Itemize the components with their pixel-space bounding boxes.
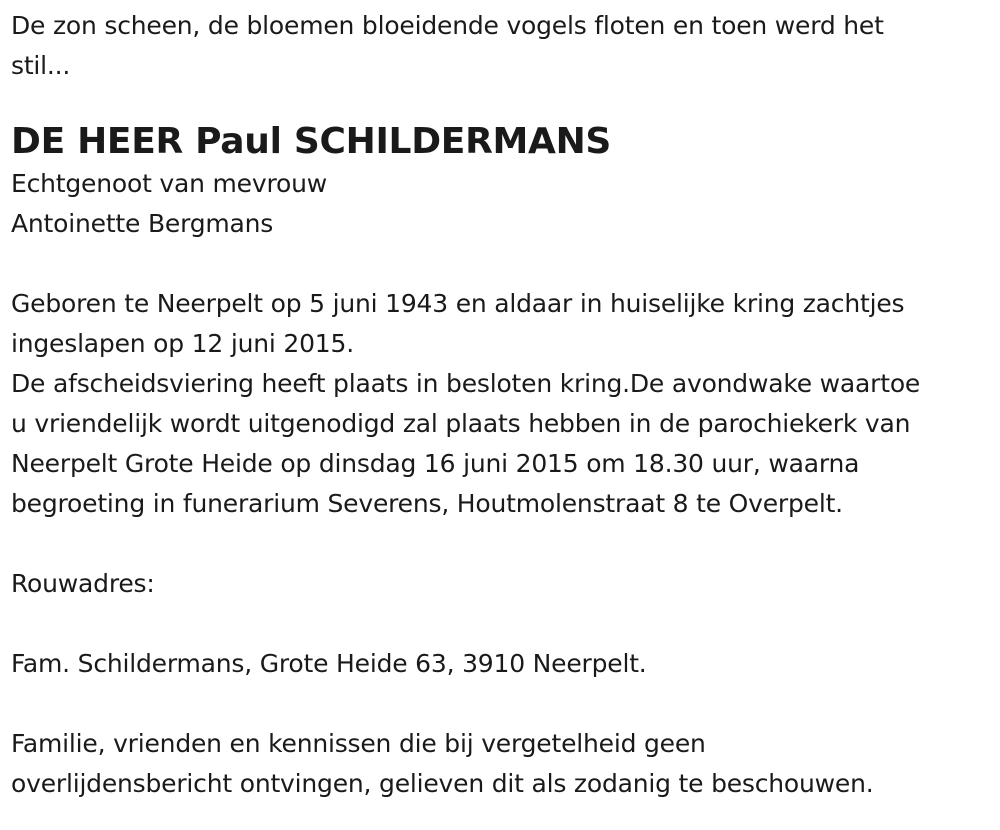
spacer xyxy=(11,524,996,564)
deceased-name: DE HEER Paul SCHILDERMANS xyxy=(11,121,612,162)
details-line-5: Neerpelt Grote Heide op dinsdag 16 juni 2015 om 18.30 uur, waarna xyxy=(11,449,860,478)
intro-line-2: stil... xyxy=(11,51,71,80)
spouse-line-2: Antoinette Bergmans xyxy=(11,209,274,238)
closing-line-2: overlijdensbericht ontvingen, gelieven dit als zodanig te beschouwen. xyxy=(11,769,874,798)
spacer xyxy=(11,244,996,284)
obituary-notice xyxy=(11,0,996,804)
intro-line-1: De zon scheen, de bloemen bloeidende vogels floten en toen werd het xyxy=(11,11,884,40)
closing-line-1: Familie, vrienden en kennissen die bij vergetelheid geen xyxy=(11,729,706,758)
details-line-2: ingeslapen op 12 juni 2015. xyxy=(11,329,354,358)
spacer xyxy=(11,604,996,644)
address-label: Rouwadres: xyxy=(11,569,155,598)
details-line-1: Geboren te Neerpelt op 5 juni 1943 en aldaar in huiselijke kring zachtjes xyxy=(11,289,905,318)
spacer xyxy=(11,684,996,724)
spouse-line-1: Echtgenoot van mevrouw xyxy=(11,169,327,198)
details-line-6: begroeting in funerarium Severens, Houtmolenstraat 8 te Overpelt. xyxy=(11,489,843,518)
address-value: Fam. Schildermans, Grote Heide 63, 3910 Neerpelt. xyxy=(11,649,647,678)
details-line-3: De afscheidsviering heeft plaats in besloten kring.De avondwake waartoe xyxy=(11,369,921,398)
details-line-4: u vriendelijk wordt uitgenodigd zal plaats hebben in de parochiekerk van xyxy=(11,409,911,438)
